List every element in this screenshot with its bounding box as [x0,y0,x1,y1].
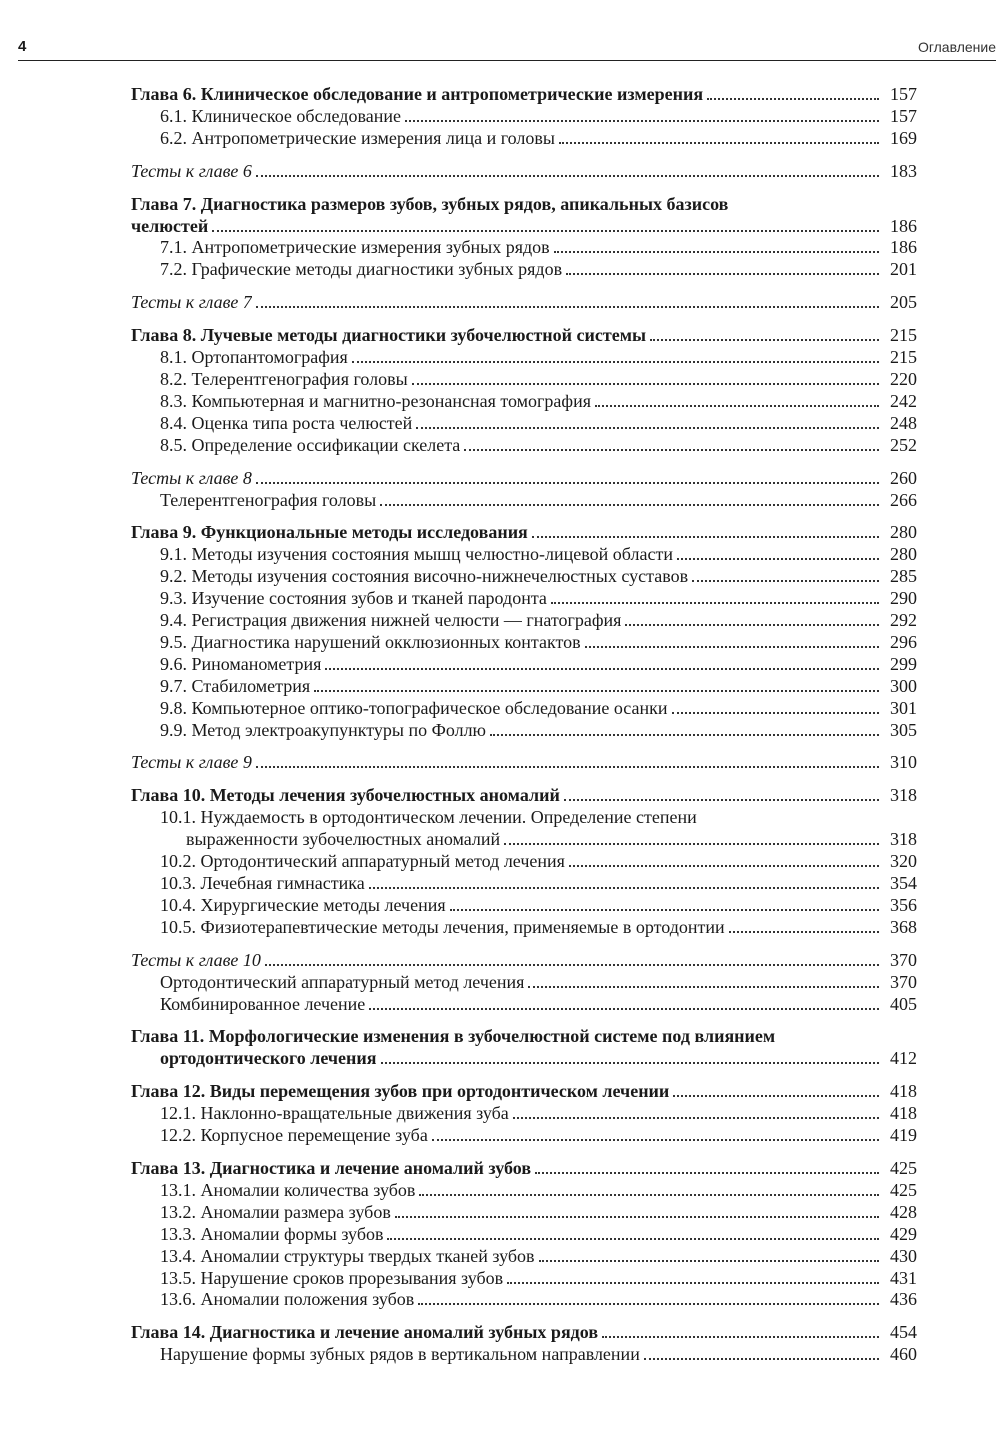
leader-dots [507,1282,879,1284]
toc-entry-page: 310 [890,752,917,773]
toc-entry-title: 9.4. Регистрация движения нижней челюсти — гнатография [160,610,622,631]
leader-dots [559,142,879,144]
toc-entry-page: 370 [890,949,917,970]
toc-entry-title: Глава 12. Виды перемещения зубов при ортодонтическом лечении [131,1081,670,1102]
toc-entry-title: 7.1. Антропометрические измерения зубных рядов [160,237,550,258]
toc-item[interactable] [131,632,917,654]
toc-entry-page: 186 [890,237,917,258]
toc-entry-page: 285 [890,566,917,587]
toc-entry-title: 10.5. Физиотерапевтические методы лечения, применяемые в ортодонтии [160,916,725,937]
toc-item[interactable] [131,566,917,588]
toc-entry-title: челюстей [131,215,209,236]
toc-entry-page: 215 [890,325,917,346]
toc-entry-page: 215 [890,347,917,368]
leader-dots [528,986,879,988]
toc-entry-title: 13.4. Аномалии структуры твердых тканей зубов [160,1245,535,1266]
toc-entry-title: ортодонтического лечения [160,1048,377,1069]
toc-entry-title: 8.2. Телерентгенография головы [160,368,408,389]
toc-entry-title: Комбинированное лечение [160,993,366,1014]
toc-entry-title: 8.4. Оценка типа роста челюстей [160,412,413,433]
toc-item[interactable] [131,1180,917,1202]
leader-dots [314,690,879,692]
leader-dots [387,1238,879,1240]
toc-tests-6[interactable] [131,161,917,183]
leader-dots [405,120,879,122]
toc-entry-title: Тесты к главе 6 [131,160,252,181]
leader-dots [450,909,879,911]
leader-dots [539,1260,879,1262]
toc-entry-page: 356 [890,894,917,915]
leader-dots [677,558,879,560]
toc-entry-title: 13.3. Аномалии формы зубов [160,1223,384,1244]
leader-dots [416,427,879,429]
toc-entry-page: 220 [890,368,917,389]
toc-entry-page: 320 [890,851,917,872]
leader-dots [369,887,879,889]
toc-item[interactable] [131,829,917,851]
toc-chapter-14[interactable] [131,1322,917,1344]
toc-entry-title: 9.2. Методы изучения состояния височно-нижнечелюстных суставов [160,566,689,587]
toc-entry-title: 9.6. Риноманометрия [160,653,322,674]
toc-entry-title: Тесты к главе 8 [131,467,252,488]
leader-dots [419,1194,879,1196]
toc-item[interactable] [131,873,917,895]
toc-entry-page: 301 [890,697,917,718]
leader-dots [692,580,879,582]
toc-entry-title: 6.1. Клиническое обследование [160,105,401,126]
leader-dots [504,843,879,845]
toc-entry-title: 12.1. Наклонно-вращательные движения зуба [160,1103,509,1124]
toc-item[interactable] [131,1103,917,1125]
toc-entry-title: 13.2. Аномалии размера зубов [160,1201,391,1222]
toc-entry-page: 368 [890,916,917,937]
leader-dots [352,361,879,363]
leader-dots [595,405,879,407]
leader-dots [256,306,879,308]
toc-entry-page: 318 [890,785,917,806]
toc-entry-page: 260 [890,467,917,488]
toc-entry-page: 248 [890,412,917,433]
leader-dots [673,1095,879,1097]
toc-item[interactable] [131,1246,917,1268]
toc-entry-page: 266 [890,489,917,510]
toc-entry-title: Глава 6. Клиническое обследование и антропометрические измерения [131,84,704,104]
toc-entry-page: 354 [890,873,917,893]
toc-entry-page: 405 [890,993,917,1014]
toc-entry-title: Глава 10. Методы лечения зубочелюстных аномалий [131,785,560,806]
toc-entry-title: 9.9. Метод электроакупунктуры по Фоллю [160,719,486,740]
toc-entry-page: 425 [890,1179,917,1200]
toc-entry-page: 296 [890,631,917,652]
toc-entry-title: 10.3. Лечебная гимнастика [160,873,365,893]
toc-entry-page: 157 [890,105,917,126]
toc-entry-title: 9.1. Методы изучения состояния мышц челюстно-лицевой области [160,544,673,565]
toc-item[interactable] [131,237,917,259]
leader-dots [395,1216,879,1218]
toc-item[interactable] [131,654,917,676]
toc-tests-7[interactable] [131,292,917,314]
toc-tests-9[interactable] [131,752,917,774]
toc-entry-page: 186 [890,215,917,236]
toc-item[interactable] [131,1125,917,1147]
toc-entry-title: 8.3. Компьютерная и магнитно-резонансная томография [160,390,591,411]
toc-item[interactable] [131,490,917,512]
toc-entry-title: Телерентгенография головы [160,489,377,510]
toc-entry-page: 430 [890,1245,917,1266]
toc-entry-page: 425 [890,1157,917,1178]
toc-entry-page: 412 [890,1048,917,1069]
toc-entry-title: 9.8. Компьютерное оптико-топографическое обследование осанки [160,697,668,718]
leader-dots [212,230,879,232]
toc-item[interactable] [131,1224,917,1246]
toc-item[interactable] [131,994,917,1016]
toc-entry-title: 6.2. Антропометрические измерения лица и головы [160,127,555,148]
toc-entry-title: 13.1. Аномалии количества зубов [160,1179,416,1200]
toc-entry-page: 418 [890,1103,917,1124]
toc-entry-title: Глава 8. Лучевые методы диагностики зубочелюстной системы [131,325,647,346]
leader-dots [554,251,879,253]
toc-entry-page: 428 [890,1201,917,1222]
leader-dots [585,646,879,648]
toc-item[interactable] [131,259,917,281]
leader-dots [566,273,879,275]
page-number: 4 [18,38,27,55]
toc-entry-title: 13.5. Нарушение сроков прорезывания зубов [160,1267,504,1288]
toc-item[interactable] [131,698,917,720]
toc-entry-page: 205 [890,292,917,313]
leader-dots [256,482,879,484]
toc-entry-title: 12.2. Корпусное перемещение зуба [160,1125,428,1146]
running-title: Оглавление [917,39,996,55]
toc-item[interactable] [131,1344,917,1366]
toc-item[interactable] [131,413,917,435]
leader-dots [412,383,879,385]
leader-dots [729,931,879,933]
toc-entry-title: выраженности зубочелюстных аномалий [186,829,501,850]
toc-entry-title: 13.6. Аномалии положения зубов [160,1289,415,1310]
toc-entry-page: 157 [890,84,917,104]
toc-chapter-9[interactable] [131,522,917,544]
toc-entry-page: 431 [890,1267,917,1288]
toc-entry-page: 290 [890,588,917,609]
leader-dots [325,668,879,670]
toc-tests-10[interactable] [131,950,917,972]
toc-entry-title: Нарушение формы зубных рядов в вертикальном направлении [160,1344,640,1365]
toc-entry-page: 370 [890,971,917,992]
toc-entry-title: 9.5. Диагностика нарушений окклюзионных контактов [160,631,581,652]
toc-entry-title: 7.2. Графические методы диагностики зубных рядов [160,259,563,280]
leader-dots [418,1303,879,1305]
toc-entry-page: 429 [890,1223,917,1244]
leader-dots [707,98,879,100]
toc-chapter-10[interactable] [131,785,917,807]
toc-entry-title: 8.5. Определение оссификации скелета [160,434,461,455]
toc-chapter-6[interactable] [131,84,917,106]
toc-item[interactable] [131,347,917,369]
toc-item[interactable] [131,972,917,994]
leader-dots [380,504,879,506]
leader-dots [625,624,879,626]
leader-dots [256,175,879,177]
toc-chapter-8[interactable] [131,325,917,347]
toc-item[interactable] [131,128,917,150]
leader-dots [672,712,879,714]
leader-dots [432,1139,879,1141]
toc-item[interactable] [131,391,917,413]
leader-dots [564,799,879,801]
toc-item[interactable] [131,1268,917,1290]
toc-item[interactable] [131,917,917,939]
toc-chapter-11-title: Глава 11. Морфологические изменения в зубочелюстной системе под влиянием [131,1026,776,1047]
toc-entry-page: 460 [890,1344,917,1365]
toc-entry-title: Глава 14. Диагностика и лечение аномалий зубных рядов [131,1322,599,1343]
toc-item[interactable] [131,610,917,632]
leader-dots [650,339,879,341]
toc-entry-page: 280 [890,522,917,543]
toc-entry-page: 299 [890,653,917,674]
leader-dots [569,865,879,867]
toc-item[interactable] [131,851,917,873]
table-of-contents [131,84,917,1366]
toc-entry-page: 419 [890,1125,917,1146]
toc-entry-title: Глава 9. Функциональные методы исследования [131,522,528,543]
toc-entry-page: 201 [890,259,917,280]
leader-dots [265,964,879,966]
leader-dots [513,1117,879,1119]
toc-entry-page: 252 [890,434,917,455]
toc-item[interactable] [131,544,917,566]
toc-entry-title: 9.7. Стабилометрия [160,675,311,696]
toc-entry-title: 10.4. Хирургические методы лечения [160,894,446,915]
toc-entry-page: 169 [890,127,917,148]
page-header [18,34,996,61]
leader-dots [381,1062,879,1064]
leader-dots [602,1336,879,1338]
toc-entry-title: 9.3. Изучение состояния зубов и тканей пародонта [160,588,547,609]
toc-entry-page: 183 [890,160,917,181]
leader-dots [551,602,879,604]
toc-item[interactable] [131,369,917,391]
toc-entry-title: Ортодонтический аппаратурный метод лечения [160,971,525,992]
toc-item[interactable] [131,435,917,457]
leader-dots [535,1172,879,1174]
toc-entry-page: 280 [890,544,917,565]
toc-entry-page: 454 [890,1322,917,1343]
toc-entry-title: 8.1. Ортопантомография [160,347,348,368]
leader-dots [464,449,879,451]
toc-item[interactable] [131,720,917,742]
toc-entry-title: 10.2. Ортодонтический аппаратурный метод лечения [160,851,565,872]
leader-dots [256,766,879,768]
toc-entry-page: 300 [890,675,917,696]
toc-chapter-13[interactable] [131,1158,917,1180]
toc-chapter-7-title: Глава 7. Диагностика размеров зубов, зубных рядов, апикальных базисов [131,193,729,214]
leader-dots [369,1008,879,1010]
toc-entry-title: Глава 13. Диагностика и лечение аномалий зубов [131,1157,532,1178]
toc-chapter-7[interactable] [131,216,917,238]
toc-item-title-line: 10.1. Нуждаемость в ортодонтическом лечении. Определение степени [160,807,697,828]
toc-chapter-11[interactable] [131,1048,917,1070]
leader-dots [532,536,879,538]
leader-dots [490,734,879,736]
leader-dots [644,1358,879,1360]
toc-item[interactable] [131,676,917,698]
toc-item[interactable] [131,1289,917,1311]
toc-item[interactable] [131,895,917,917]
toc-chapter-12[interactable] [131,1081,917,1103]
toc-entry-title: Тесты к главе 10 [131,949,261,970]
toc-entry-title: Тесты к главе 9 [131,752,252,773]
toc-entry-title: Тесты к главе 7 [131,292,252,313]
toc-entry-page: 292 [890,610,917,631]
toc-tests-8[interactable] [131,468,917,490]
toc-item[interactable] [131,106,917,128]
toc-entry-page: 305 [890,719,917,740]
toc-entry-page: 242 [890,390,917,411]
toc-entry-page: 436 [890,1289,917,1310]
toc-item[interactable] [131,1202,917,1224]
toc-entry-page: 418 [890,1081,917,1102]
toc-item[interactable] [131,588,917,610]
toc-entry-page: 318 [890,829,917,850]
